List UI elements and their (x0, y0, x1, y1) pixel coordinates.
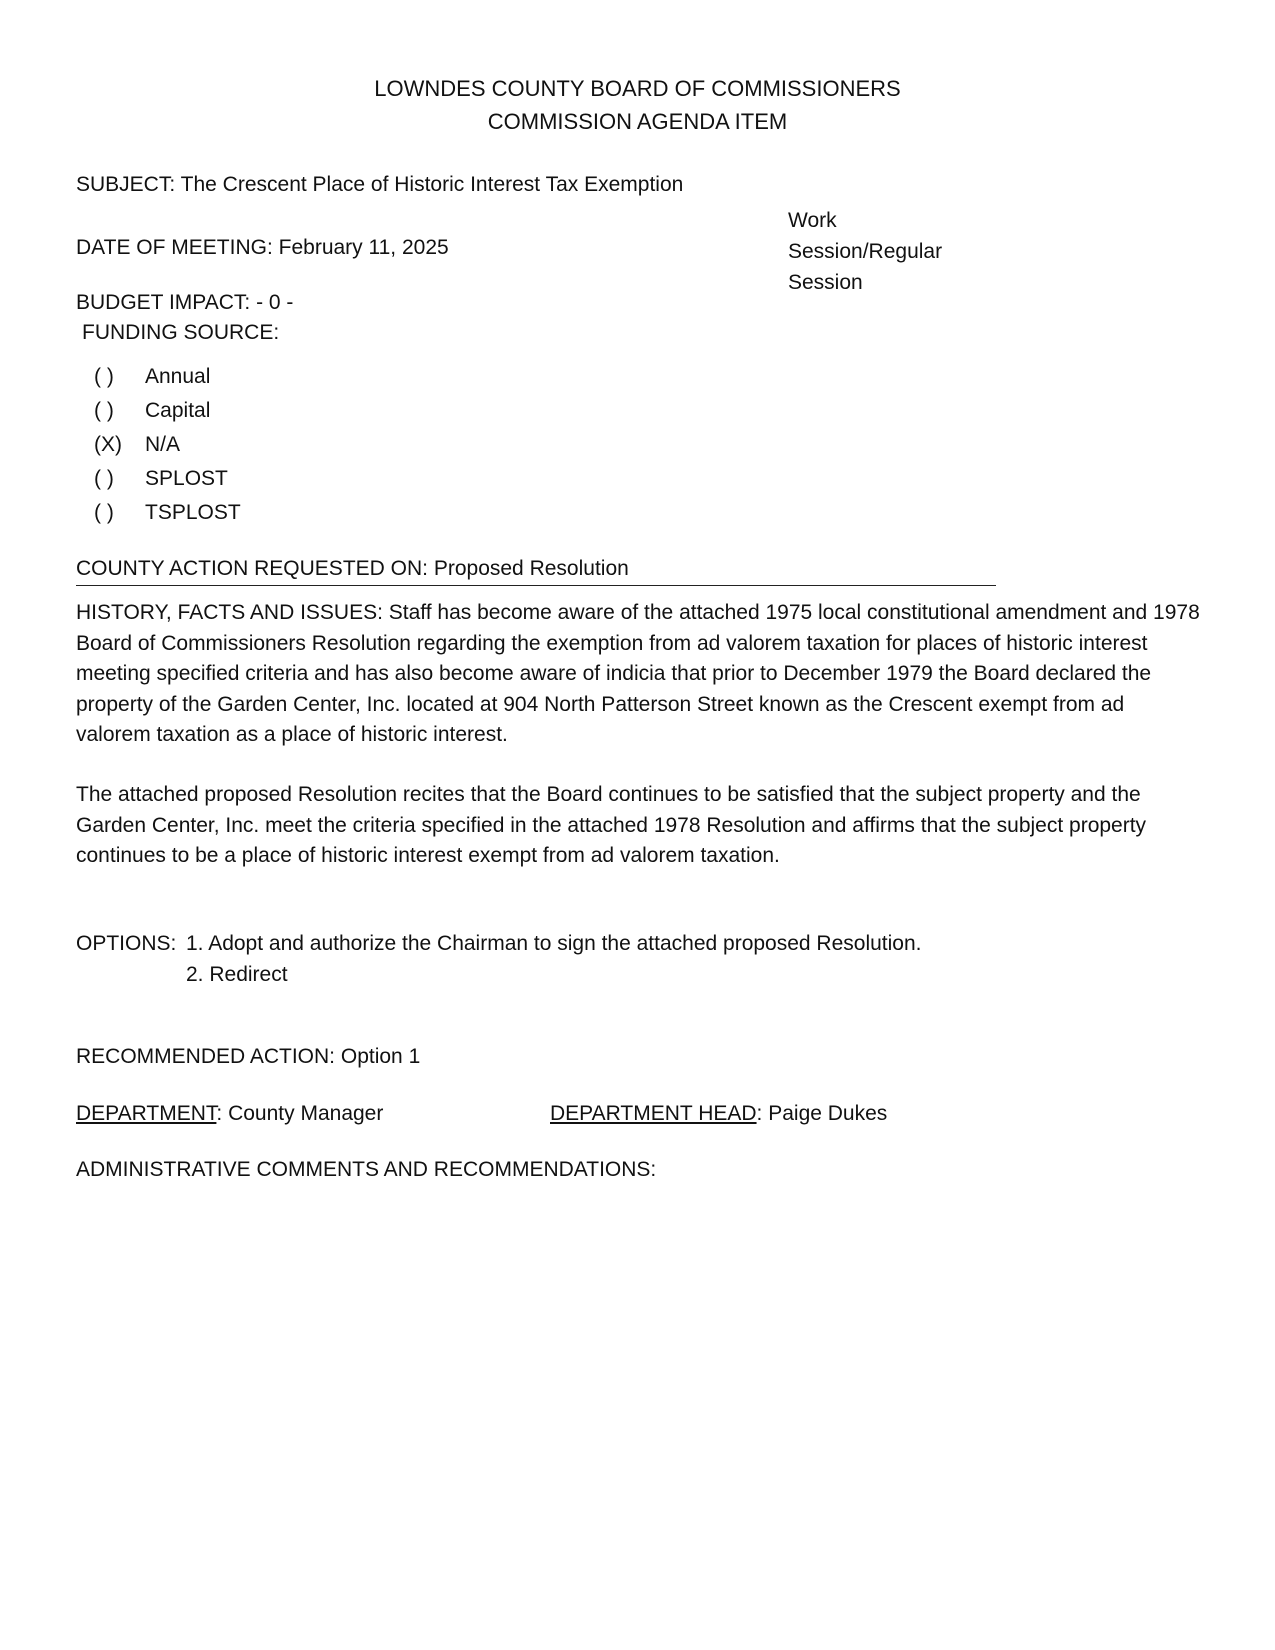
history-text: Staff has become aware of the attached 1975 local constitutional amendment and 1978 Board of Commissioners Resolution regarding the exemption from ad valorem taxation for places of historic interest meeting specified criteria and has also become aware of indicia that prior to December 1979 the Board declared the property of the Garden Center, Inc. located at 904 North Patterson Street known as the Crescent exempt from ad valorem taxation as a place of historic interest. (76, 601, 1200, 746)
session-line: Work (788, 209, 837, 232)
option-text: 1. Adopt and authorize the Chairman to sign the attached proposed Resolution. (186, 932, 922, 955)
history-paragraph (76, 598, 1201, 751)
budget-impact-line (76, 288, 293, 318)
action-requested-line (76, 554, 629, 584)
session-line: Session (788, 271, 863, 294)
department-head-value: : Paige Dukes (756, 1102, 888, 1125)
admin-comments-label: ADMINISTRATIVE COMMENTS AND RECOMMENDATIONS: (76, 1158, 657, 1181)
document-header (0, 72, 1275, 138)
recommended-action-label: RECOMMENDED ACTION: (76, 1045, 336, 1068)
funding-option-label: Capital (145, 399, 211, 422)
funding-option-label: N/A (145, 433, 181, 456)
subject-value: The Crescent Place of Historic Interest Tax Exemption (180, 173, 684, 196)
meeting-date-label: DATE OF MEETING: (76, 236, 273, 259)
history-label: HISTORY, FACTS AND ISSUES: (76, 601, 383, 624)
subject-label: SUBJECT: (76, 173, 176, 196)
options-section (76, 928, 922, 990)
subject-line (76, 170, 683, 200)
funding-checkbox-mark: ( ) (94, 365, 114, 388)
meeting-date-value: February 11, 2025 (278, 236, 449, 259)
funding-checkbox-mark: ( ) (94, 467, 114, 490)
option-item (76, 928, 922, 959)
option-text: 2. Redirect (186, 963, 288, 986)
session-line: Session/Regular (788, 240, 943, 263)
funding-option-label: SPLOST (145, 467, 228, 490)
department-value: : County Manager (216, 1102, 384, 1125)
options-label: OPTIONS: (76, 932, 177, 955)
department-head-line (550, 1099, 887, 1129)
funding-source-label: FUNDING SOURCE: (82, 321, 280, 344)
option-item (76, 959, 922, 990)
recommended-action-line (76, 1042, 420, 1072)
meeting-date-line (76, 233, 449, 263)
funding-checkbox-mark: (X) (94, 433, 122, 456)
budget-impact-label: BUDGET IMPACT: (76, 291, 251, 314)
action-requested-value: Proposed Resolution (433, 557, 629, 580)
funding-checkbox-mark: ( ) (94, 501, 114, 524)
funding-source-list (94, 360, 241, 530)
section-divider (76, 585, 996, 586)
funding-option-capital (94, 394, 241, 428)
funding-option-label: Annual (145, 365, 211, 388)
session-type (788, 205, 968, 298)
funding-option-splost (94, 462, 241, 496)
funding-option-na (94, 428, 241, 462)
funding-checkbox-mark: ( ) (94, 399, 114, 422)
header-title: LOWNDES COUNTY BOARD OF COMMISSIONERS (374, 76, 901, 101)
action-requested-label: COUNTY ACTION REQUESTED ON: (76, 557, 428, 580)
funding-option-tsplost (94, 496, 241, 530)
funding-option-label: TSPLOST (145, 501, 241, 524)
department-line (76, 1099, 383, 1129)
history-paragraph-2: The attached proposed Resolution recites that the Board continues to be satisfied that the subject property and the Garden Center, Inc. meet the criteria specified in the attached 1978 Resolution and affirms that the subject property continues to be a place of historic interest exempt from ad valorem taxation. (76, 783, 1147, 867)
recommended-action-value: Option 1 (340, 1045, 421, 1068)
department-label: DEPARTMENT (76, 1102, 217, 1125)
header-subtitle: COMMISSION AGENDA ITEM (487, 109, 788, 134)
funding-option-annual (94, 360, 241, 394)
budget-impact-value: - 0 - (256, 291, 294, 314)
department-head-label: DEPARTMENT HEAD (550, 1102, 757, 1125)
